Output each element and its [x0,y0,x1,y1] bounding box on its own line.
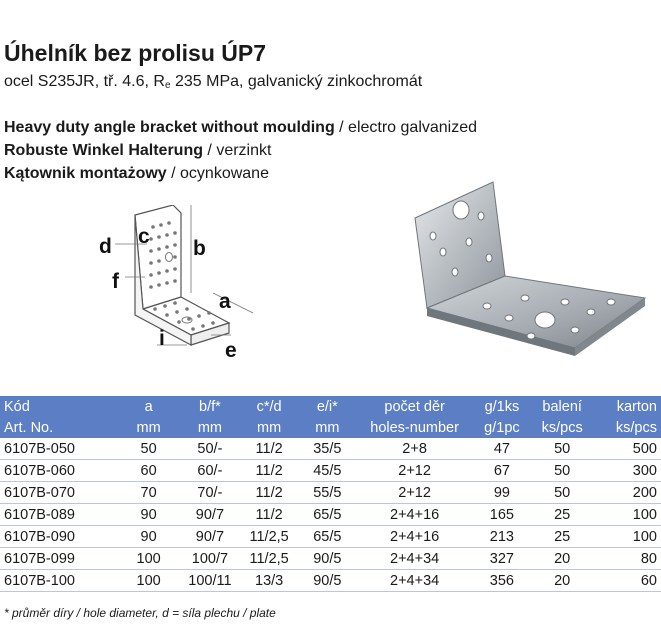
specification-table [0,396,661,592]
dimension-label-e: e [225,339,237,362]
table-cell: 6107B-100 [0,570,118,592]
description-english [4,119,477,137]
table-cell: 6107B-099 [0,548,118,570]
dimension-label-c: c [138,225,150,248]
description-english-name: Heavy duty angle bracket without moulding [4,119,335,136]
table-cell: 60 [118,460,178,482]
table-cell: 11/2 [241,482,297,504]
table-cell: 70/- [179,482,241,504]
table-cell: 2+4+34 [357,548,471,570]
table-cell: 11/2 [241,460,297,482]
table-cell: 2+12 [357,482,471,504]
table-cell: 13/3 [241,570,297,592]
table-cell: 55/5 [297,482,357,504]
material-spec-pre: ocel S235JR, tř. 4.6, R [4,73,165,90]
table-cell: 80 [592,548,661,570]
description-german-name: Robuste Winkel Halterung [4,142,203,159]
description-polish [4,165,269,183]
table-cell: 2+8 [357,438,471,460]
table-cell: e/i* [297,396,357,417]
table-cell: 65/5 [297,526,357,548]
table-cell: 90/5 [297,548,357,570]
table-header-row-0 [0,396,661,417]
table-cell: 6107B-060 [0,460,118,482]
table-cell: 6107B-090 [0,526,118,548]
table-cell: 213 [472,526,532,548]
table-cell: 2+4+16 [357,504,471,526]
material-spec-post: 235 MPa, galvanický zinkochromát [170,73,423,90]
table-cell: 300 [592,460,661,482]
table-cell: 11/2 [241,438,297,460]
table-cell: 100 [118,570,178,592]
table-row-5 [0,548,661,570]
table-cell: 99 [472,482,532,504]
table-cell: Art. No. [0,417,118,438]
table-cell: 200 [592,482,661,504]
bracket-dimension-drawing [95,205,365,380]
dimension-label-b: b [193,237,206,260]
table-cell: 35/5 [297,438,357,460]
table-cell: 25 [532,504,592,526]
table-cell: mm [118,417,178,438]
table-cell: a [118,396,178,417]
table-cell: mm [241,417,297,438]
table-cell: 6107B-050 [0,438,118,460]
table-cell: 11/2,5 [241,548,297,570]
table-cell: 6107B-070 [0,482,118,504]
dimension-label-i: i [159,327,165,350]
table-cell: c*/d [241,396,297,417]
table-cell: 90/5 [297,570,357,592]
bracket-product-photo [405,180,655,385]
table-cell: 47 [472,438,532,460]
table-cell: 327 [472,548,532,570]
material-spec [4,73,422,91]
table-cell: 90/7 [179,504,241,526]
description-german [4,142,271,160]
table-cell: Kód [0,396,118,417]
table-cell: karton [592,396,661,417]
table-cell: g/1pc [472,417,532,438]
table-cell: 60 [592,570,661,592]
table-cell: 2+4+16 [357,526,471,548]
table-cell: 50 [532,460,592,482]
table-row-1 [0,460,661,482]
description-german-finish: / verzinkt [202,142,272,159]
dimension-label-d: d [99,235,112,258]
table-cell: 67 [472,460,532,482]
table-cell: ks/pcs [592,417,661,438]
table-cell: holes-number [357,417,471,438]
table-cell: 90 [118,526,178,548]
table-row-2 [0,482,661,504]
table-cell: 70 [118,482,178,504]
table-cell: balení [532,396,592,417]
table-cell: 45/5 [297,460,357,482]
table-cell: 2+4+34 [357,570,471,592]
table-cell: 65/5 [297,504,357,526]
dimension-label-f: f [112,270,119,293]
table-cell: ks/pcs [532,417,592,438]
table-cell: 11/2,5 [241,526,297,548]
table-cell: 50 [118,438,178,460]
table-cell: 100/11 [179,570,241,592]
table-row-3 [0,504,661,526]
table-cell: 60/- [179,460,241,482]
table-cell: 20 [532,548,592,570]
table-cell: 90/7 [179,526,241,548]
table-cell: 100/7 [179,548,241,570]
table-cell: 500 [592,438,661,460]
table-cell: b/f* [179,396,241,417]
table-cell: mm [179,417,241,438]
table-cell: mm [297,417,357,438]
table-cell: g/1ks [472,396,532,417]
table-cell: počet děr [357,396,471,417]
table-cell: 2+12 [357,460,471,482]
table-cell: 6107B-089 [0,504,118,526]
table-cell: 25 [532,526,592,548]
product-title: Úhelník bez prolisu ÚP7 [4,40,266,66]
table-cell: 100 [592,504,661,526]
table-cell: 50/- [179,438,241,460]
description-polish-finish: / ocynkowane [166,165,269,182]
dimension-label-a: a [219,290,231,313]
table-cell: 165 [472,504,532,526]
table-row-4 [0,526,661,548]
table-cell: 50 [532,438,592,460]
footnote: * průměr díry / hole diameter, d = síla plechu / plate [4,606,276,620]
table-row-6 [0,570,661,592]
table-row-0 [0,438,661,460]
description-english-finish: / electro galvanized [334,119,478,136]
table-cell: 20 [532,570,592,592]
table-cell: 90 [118,504,178,526]
table-cell: 356 [472,570,532,592]
table-cell: 100 [118,548,178,570]
table-cell: 100 [592,526,661,548]
description-polish-name: Kątownik montażowy [4,165,167,182]
table-cell: 11/2 [241,504,297,526]
material-spec-subscript: e [164,80,171,91]
table-cell: 50 [532,482,592,504]
table-header-row-1 [0,417,661,438]
